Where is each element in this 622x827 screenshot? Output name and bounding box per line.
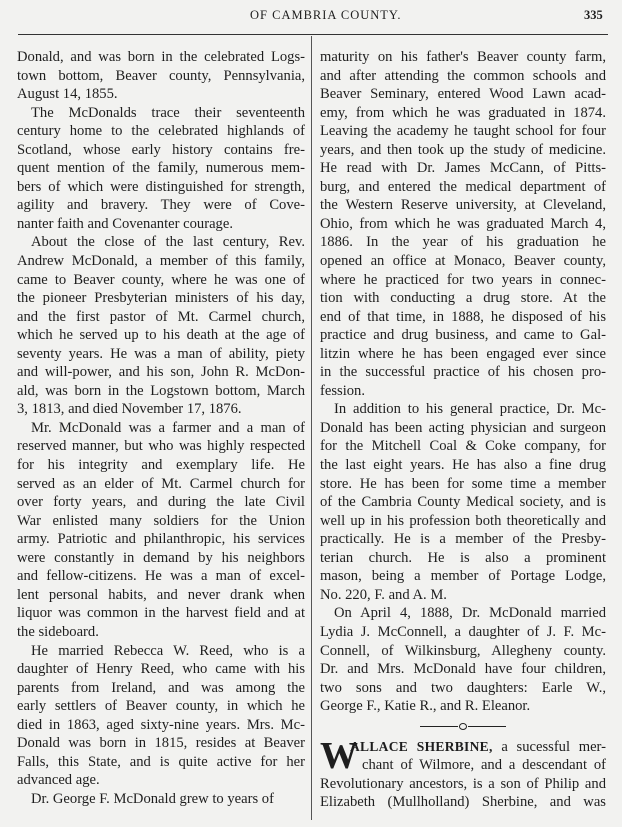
text-line: practically. He is a member of the Presby- — [320, 531, 606, 548]
text-line: In addition to his general practice, Dr. Mc- — [334, 401, 606, 418]
text-line: 3, 1813, and died November 17, 1876. — [17, 401, 242, 418]
header-rule — [18, 34, 608, 35]
text-line: for the Mitchell Coal & Coke company, for — [320, 438, 606, 455]
text-line: maturity on his father's Beaver county farm, — [320, 49, 606, 65]
text-line: emy, from which he was graduated in 1874. — [320, 104, 606, 121]
text-line: of the Cambria County Medical society, and is — [320, 494, 606, 511]
text-line: where he practiced for two years in connec- — [320, 271, 606, 288]
text-line: bers of which were distinguished for strength, — [17, 178, 305, 195]
text-line: which he served up to his death at the age of — [17, 327, 305, 344]
text-line: for his integrity and exemplary life. He — [17, 457, 305, 474]
text-line: tion with conducting a drug store. At the — [320, 290, 606, 307]
text-line: He read with Dr. James McCann, of Pitts- — [320, 160, 606, 177]
text-line: August 14, 1855. — [17, 86, 118, 103]
text-line: army. Patriotic and philanthropic, his services — [17, 531, 305, 548]
text-line: Mr. McDonald was a farmer and a man of — [31, 419, 305, 436]
text-line: Leaving the academy he taught school for four — [320, 123, 606, 140]
text-line: Dr. George F. McDonald grew to years of — [31, 790, 274, 807]
paragraph — [17, 233, 305, 418]
text-line: No. 220, F. and A. M. — [320, 586, 447, 603]
text-line: practice and drug business, and came to Gal- — [320, 327, 606, 344]
text-line: over forty years, and during the late Civil — [17, 494, 305, 511]
text-line: He married Rebecca W. Reed, who is a — [31, 642, 305, 659]
text-line: store. He has been for some time a member — [320, 475, 606, 492]
text-line: century home to the celebrated highlands of — [17, 123, 305, 140]
paragraph — [17, 419, 305, 642]
text-line: Donald, and was born in the celebrated Logs- — [17, 49, 305, 65]
paragraph — [17, 104, 305, 234]
text-line: seventy years. He was a man of ability, piety — [17, 345, 305, 362]
text-line: Dr. and Mrs. McDonald have four children, — [320, 661, 606, 678]
text-line: in the successful practice of his chosen pro- — [320, 364, 606, 381]
text-line: advanced age. — [17, 772, 100, 789]
paragraph — [320, 604, 606, 715]
paragraph — [320, 400, 606, 604]
text-line: ald, was born in the Logstown bottom, March — [17, 382, 305, 399]
text-line: lent personal habits, and never drank when — [17, 586, 305, 603]
text-line: daughter of Henry Reed, who came with his — [17, 661, 305, 678]
left-column — [17, 48, 305, 808]
text-line: end of that time, in 1888, he disposed of his — [320, 308, 606, 325]
text-line: the Western Reserve university, at Cleveland, — [320, 197, 606, 214]
text-line: opened an office at Monaco, Beaver county, — [320, 253, 606, 270]
text-line: chant of Wilmore, and a descendant of — [362, 757, 606, 774]
text-line: reserved manner, but who was highly respected — [17, 438, 305, 455]
text-line: early settlers of Beaver county, in which he — [17, 698, 305, 715]
text-line: Connell, of Wilkinsburg, Allegheny county. — [320, 642, 606, 659]
text-line: parents from Ireland, and was among the — [17, 679, 305, 696]
text-line: mason, being a member of Portage Lodge, — [320, 568, 606, 585]
text-line: well up in his profession both theoretically and — [320, 512, 606, 529]
section-divider-ornament — [320, 716, 606, 738]
text-line: burg, and entered the medical department of — [320, 178, 606, 195]
text-line: agility and bravery. They were of Cove- — [17, 197, 305, 214]
text-line: came to Beaver county, where he was one of — [17, 271, 305, 288]
text-line: and after attending the common schools and — [320, 67, 606, 84]
text-line: town bottom, Beaver county, Pennsylvania, — [17, 67, 305, 84]
text-line: George F., Katie R., and R. Eleanor. — [320, 698, 531, 715]
text-line: Donald has been acting physician and surgeon — [320, 419, 606, 436]
text-line: litzin where he has been engaged ever since — [320, 345, 606, 362]
text-line: 1886. In the year of his graduation he — [320, 234, 606, 251]
text-line: Donald was born in 1815, resides at Beaver — [17, 735, 305, 752]
text-line: Revolutionary ancestors, is a son of Philip and — [320, 775, 606, 792]
text-line: terian church. He is also a prominent — [320, 549, 606, 566]
paragraph — [17, 790, 305, 809]
text-line: Falls, this State, and is quite active for her — [17, 753, 305, 770]
column-rule — [311, 36, 312, 820]
paragraph — [320, 48, 606, 400]
text-line: the sideboard. — [17, 623, 99, 640]
text-line: were constantly in demand by his neighbors — [17, 549, 305, 566]
drop-cap: W — [320, 734, 358, 777]
text-line: Beaver Seminary, entered Wood Lawn acad- — [320, 86, 606, 103]
text-line: the last eight years. He has also a fine drug — [320, 457, 606, 474]
paragraph — [17, 642, 305, 790]
text-line: Lydia J. McConnell, a daughter of J. F. Mc- — [320, 623, 606, 640]
text-line — [320, 738, 606, 757]
text-line: the pioneer Presbyterian ministers of his day, — [17, 290, 305, 307]
running-head: OF CAMBRIA COUNTY. — [250, 8, 402, 22]
text-fragment: a sucessful mer- — [492, 738, 606, 755]
text-line: served as an elder of Mt. Carmel church for — [17, 475, 305, 492]
text-line: About the close of the last century, Rev. — [31, 234, 305, 251]
text-line: War enlisted many soldiers for the Union — [17, 512, 305, 529]
text-line: two sons and two daughters: Earle W., — [320, 679, 606, 696]
right-column — [320, 48, 606, 812]
text-line: Ohio, from which he was graduated March 4, — [320, 215, 606, 232]
text-line: nanter faith and Covenanter courage. — [17, 215, 233, 232]
text-line: quent mention of the family, numerous mem- — [17, 160, 305, 177]
text-line: Elizabeth (Mullholland) Sherbine, and was — [320, 794, 606, 811]
text-line: Scotland, whose early history contains fre- — [17, 141, 305, 158]
text-line: and the first pastor of Mt. Carmel church, — [17, 308, 305, 325]
paragraph — [17, 48, 305, 104]
text-line: years, and then took up the study of medicine. — [320, 141, 606, 158]
text-line: and will-power, and his son, John R. McDon- — [17, 364, 305, 381]
subject-name: ALLACE SHERBINE, — [350, 738, 493, 754]
text-line: On April 4, 1888, Dr. McDonald married — [334, 605, 606, 622]
text-line: and fellow-citizens. He was a man of excel- — [17, 568, 305, 585]
text-line: The McDonalds trace their seventeenth — [31, 104, 305, 121]
page-number: 335 — [584, 8, 603, 22]
text-line: liquor was common in the harvest field and at — [17, 605, 305, 622]
text-line: Andrew McDonald, a member of this family, — [17, 253, 305, 270]
text-line: fession. — [320, 382, 365, 399]
text-line: died in 1863, aged sixty-nine years. Mrs. Mc- — [17, 716, 305, 733]
wallace-sherbine-paragraph — [320, 734, 606, 812]
